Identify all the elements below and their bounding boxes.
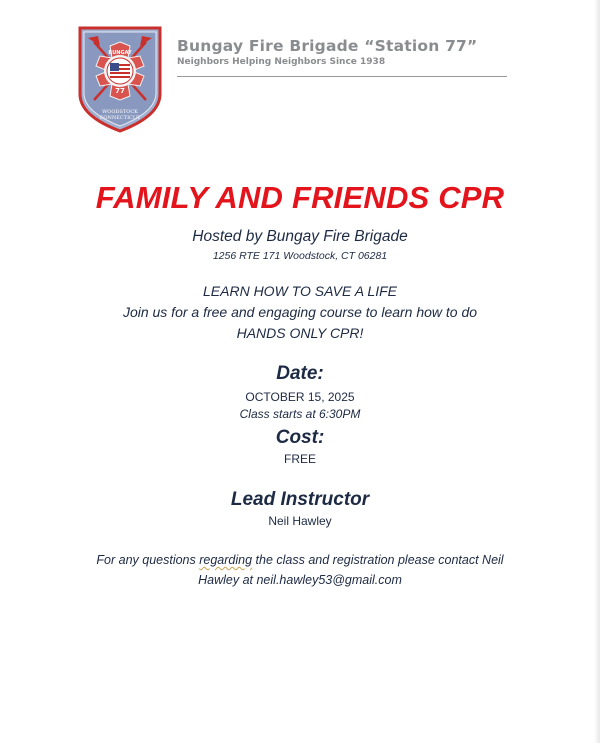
- svg-text:WOODSTOCK: WOODSTOCK: [102, 109, 138, 115]
- hosted-by: Hosted by Bungay Fire Brigade: [192, 228, 408, 245]
- cost-heading: Cost:: [275, 427, 325, 448]
- svg-text:CONNECTICUT: CONNECTICUT: [99, 115, 141, 121]
- learn-cpr-type: HANDS ONLY CPR!: [236, 325, 364, 341]
- learn-section: [0, 281, 600, 344]
- instructor-name: Neil Hawley: [268, 514, 332, 528]
- letterhead-divider: [177, 76, 507, 77]
- contact-info: [0, 550, 600, 590]
- event-cost: FREE: [283, 452, 316, 466]
- date-heading: Date:: [276, 363, 324, 384]
- spellcheck-flagged-word: regarding: [199, 553, 253, 567]
- organization-name: Bungay Fire Brigade “Station 77”: [177, 37, 478, 55]
- instructor-heading: Lead Instructor: [230, 489, 370, 510]
- svg-text:BUNGAY: BUNGAY: [108, 50, 132, 56]
- organization-tagline: Neighbors Helping Neighbors Since 1938: [177, 57, 386, 67]
- contact-text-start: For any questions: [96, 553, 200, 567]
- contact-line-2: Hawley at neil.hawley53@gmail.com: [198, 573, 402, 587]
- svg-text:77: 77: [115, 87, 125, 95]
- learn-description: Join us for a free and engaging course to learn how to do: [122, 304, 478, 320]
- contact-text-end: the class and registration please contact Neil: [252, 553, 504, 567]
- date-details: [0, 389, 600, 423]
- letterhead: [177, 37, 477, 67]
- learn-headline: LEARN HOW TO SAVE A LIFE: [203, 283, 397, 299]
- fire-brigade-badge-logo: [74, 24, 166, 134]
- event-address: 1256 RTE 171 Woodstock, CT 06281: [212, 250, 388, 262]
- contact-line-1: [0, 550, 600, 570]
- event-date: OCTOBER 15, 2025: [245, 390, 355, 404]
- event-time: Class starts at 6:30PM: [239, 407, 361, 421]
- event-title: FAMILY AND FRIENDS CPR: [95, 180, 505, 215]
